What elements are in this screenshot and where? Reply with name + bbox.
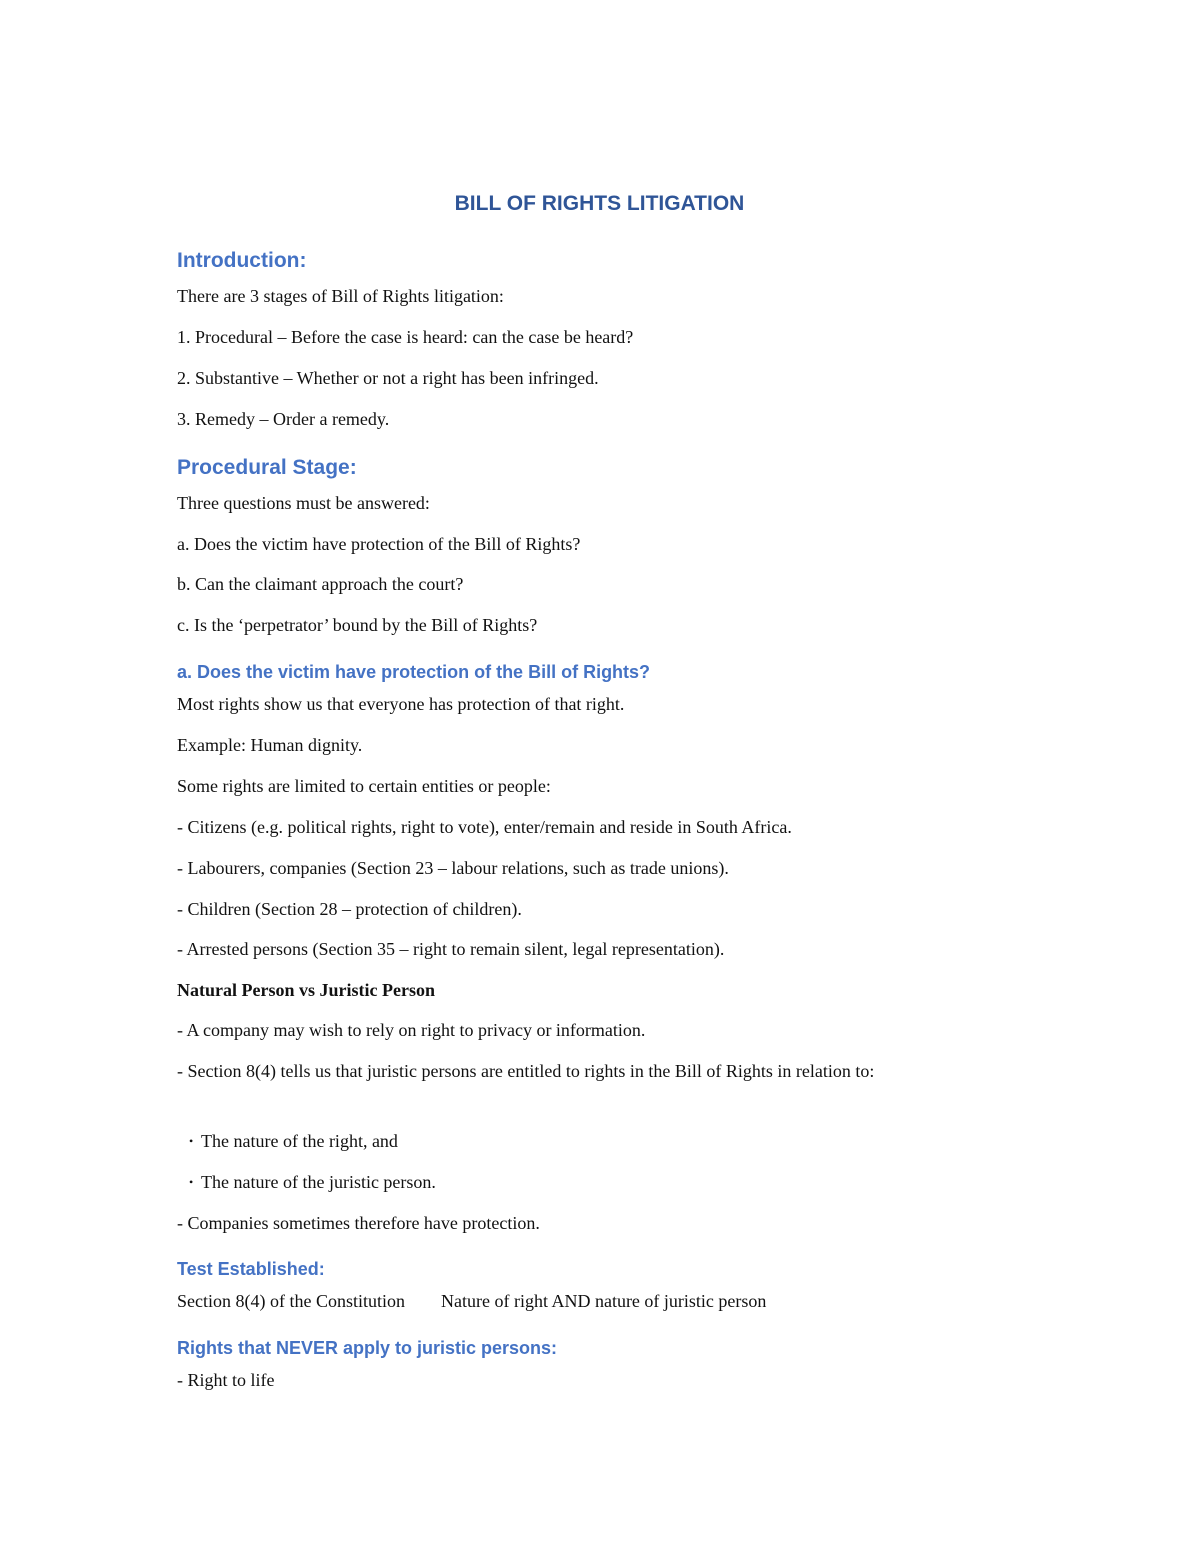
never-apply-item-1: - Right to life — [177, 1370, 275, 1390]
intro-item-3: 3. Remedy – Order a remedy. — [177, 409, 390, 429]
intro-lead: There are 3 stages of Bill of Rights litigation: — [177, 286, 504, 306]
heading-natural-vs-juristic: Natural Person vs Juristic Person — [177, 980, 435, 1000]
intro-item-1: 1. Procedural – Before the case is heard: can the case be heard? — [177, 327, 634, 347]
bullet-text: The nature of the right, and — [201, 1131, 398, 1151]
section-a-paragraph-3: Some rights are limited to certain entities or people: — [177, 776, 551, 796]
procedural-question-a: a. Does the victim have protection of the Bill of Rights? — [177, 534, 581, 554]
juristic-bullet-2 — [189, 1168, 989, 1197]
document-title: BILL OF RIGHTS LITIGATION — [454, 192, 745, 215]
procedural-question-c: c. Is the ‘perpetrator’ bound by the Bill of Rights? — [177, 615, 538, 635]
section-a-paragraph-2: Example: Human dignity. — [177, 735, 363, 755]
procedural-question-b: b. Can the claimant approach the court? — [177, 574, 464, 594]
heading-never-apply: Rights that NEVER apply to juristic persons: — [177, 1338, 558, 1358]
limited-item-citizens: - Citizens (e.g. political rights, right to vote), enter/remain and reside in South Africa. — [177, 817, 792, 837]
procedural-lead: Three questions must be answered: — [177, 493, 430, 513]
limited-item-children: - Children (Section 28 – protection of children). — [177, 899, 522, 919]
juristic-paragraph-3: - Companies sometimes therefore have protection. — [177, 1213, 540, 1233]
test-line — [177, 1287, 977, 1316]
heading-introduction: Introduction: — [177, 249, 307, 272]
intro-item-2: 2. Substantive – Whether or not a right has been infringed. — [177, 368, 599, 388]
bullet-icon: • — [189, 1175, 194, 1189]
bullet-icon: • — [189, 1134, 194, 1148]
heading-procedural-stage: Procedural Stage: — [177, 456, 357, 479]
limited-item-labourers: - Labourers, companies (Section 23 – labour relations, such as trade unions). — [177, 858, 729, 878]
limited-item-arrested: - Arrested persons (Section 35 – right to remain silent, legal representation). — [177, 939, 725, 959]
heading-section-a: a. Does the victim have protection of the Bill of Rights? — [177, 662, 651, 682]
test-right: Nature of right AND nature of juristic person — [440, 1291, 767, 1311]
heading-test-established: Test Established: — [177, 1259, 325, 1279]
section-a-paragraph-1: Most rights show us that everyone has protection of that right. — [177, 694, 625, 714]
juristic-paragraph-1: - A company may wish to rely on right to privacy or information. — [177, 1020, 646, 1040]
test-left: Section 8(4) of the Constitution — [177, 1291, 405, 1311]
juristic-bullet-1 — [189, 1127, 989, 1156]
juristic-paragraph-2: - Section 8(4) tells us that juristic persons are entitled to rights in the Bill of Rights in relation to: — [177, 1061, 875, 1081]
bullet-text: The nature of the juristic person. — [201, 1172, 436, 1192]
